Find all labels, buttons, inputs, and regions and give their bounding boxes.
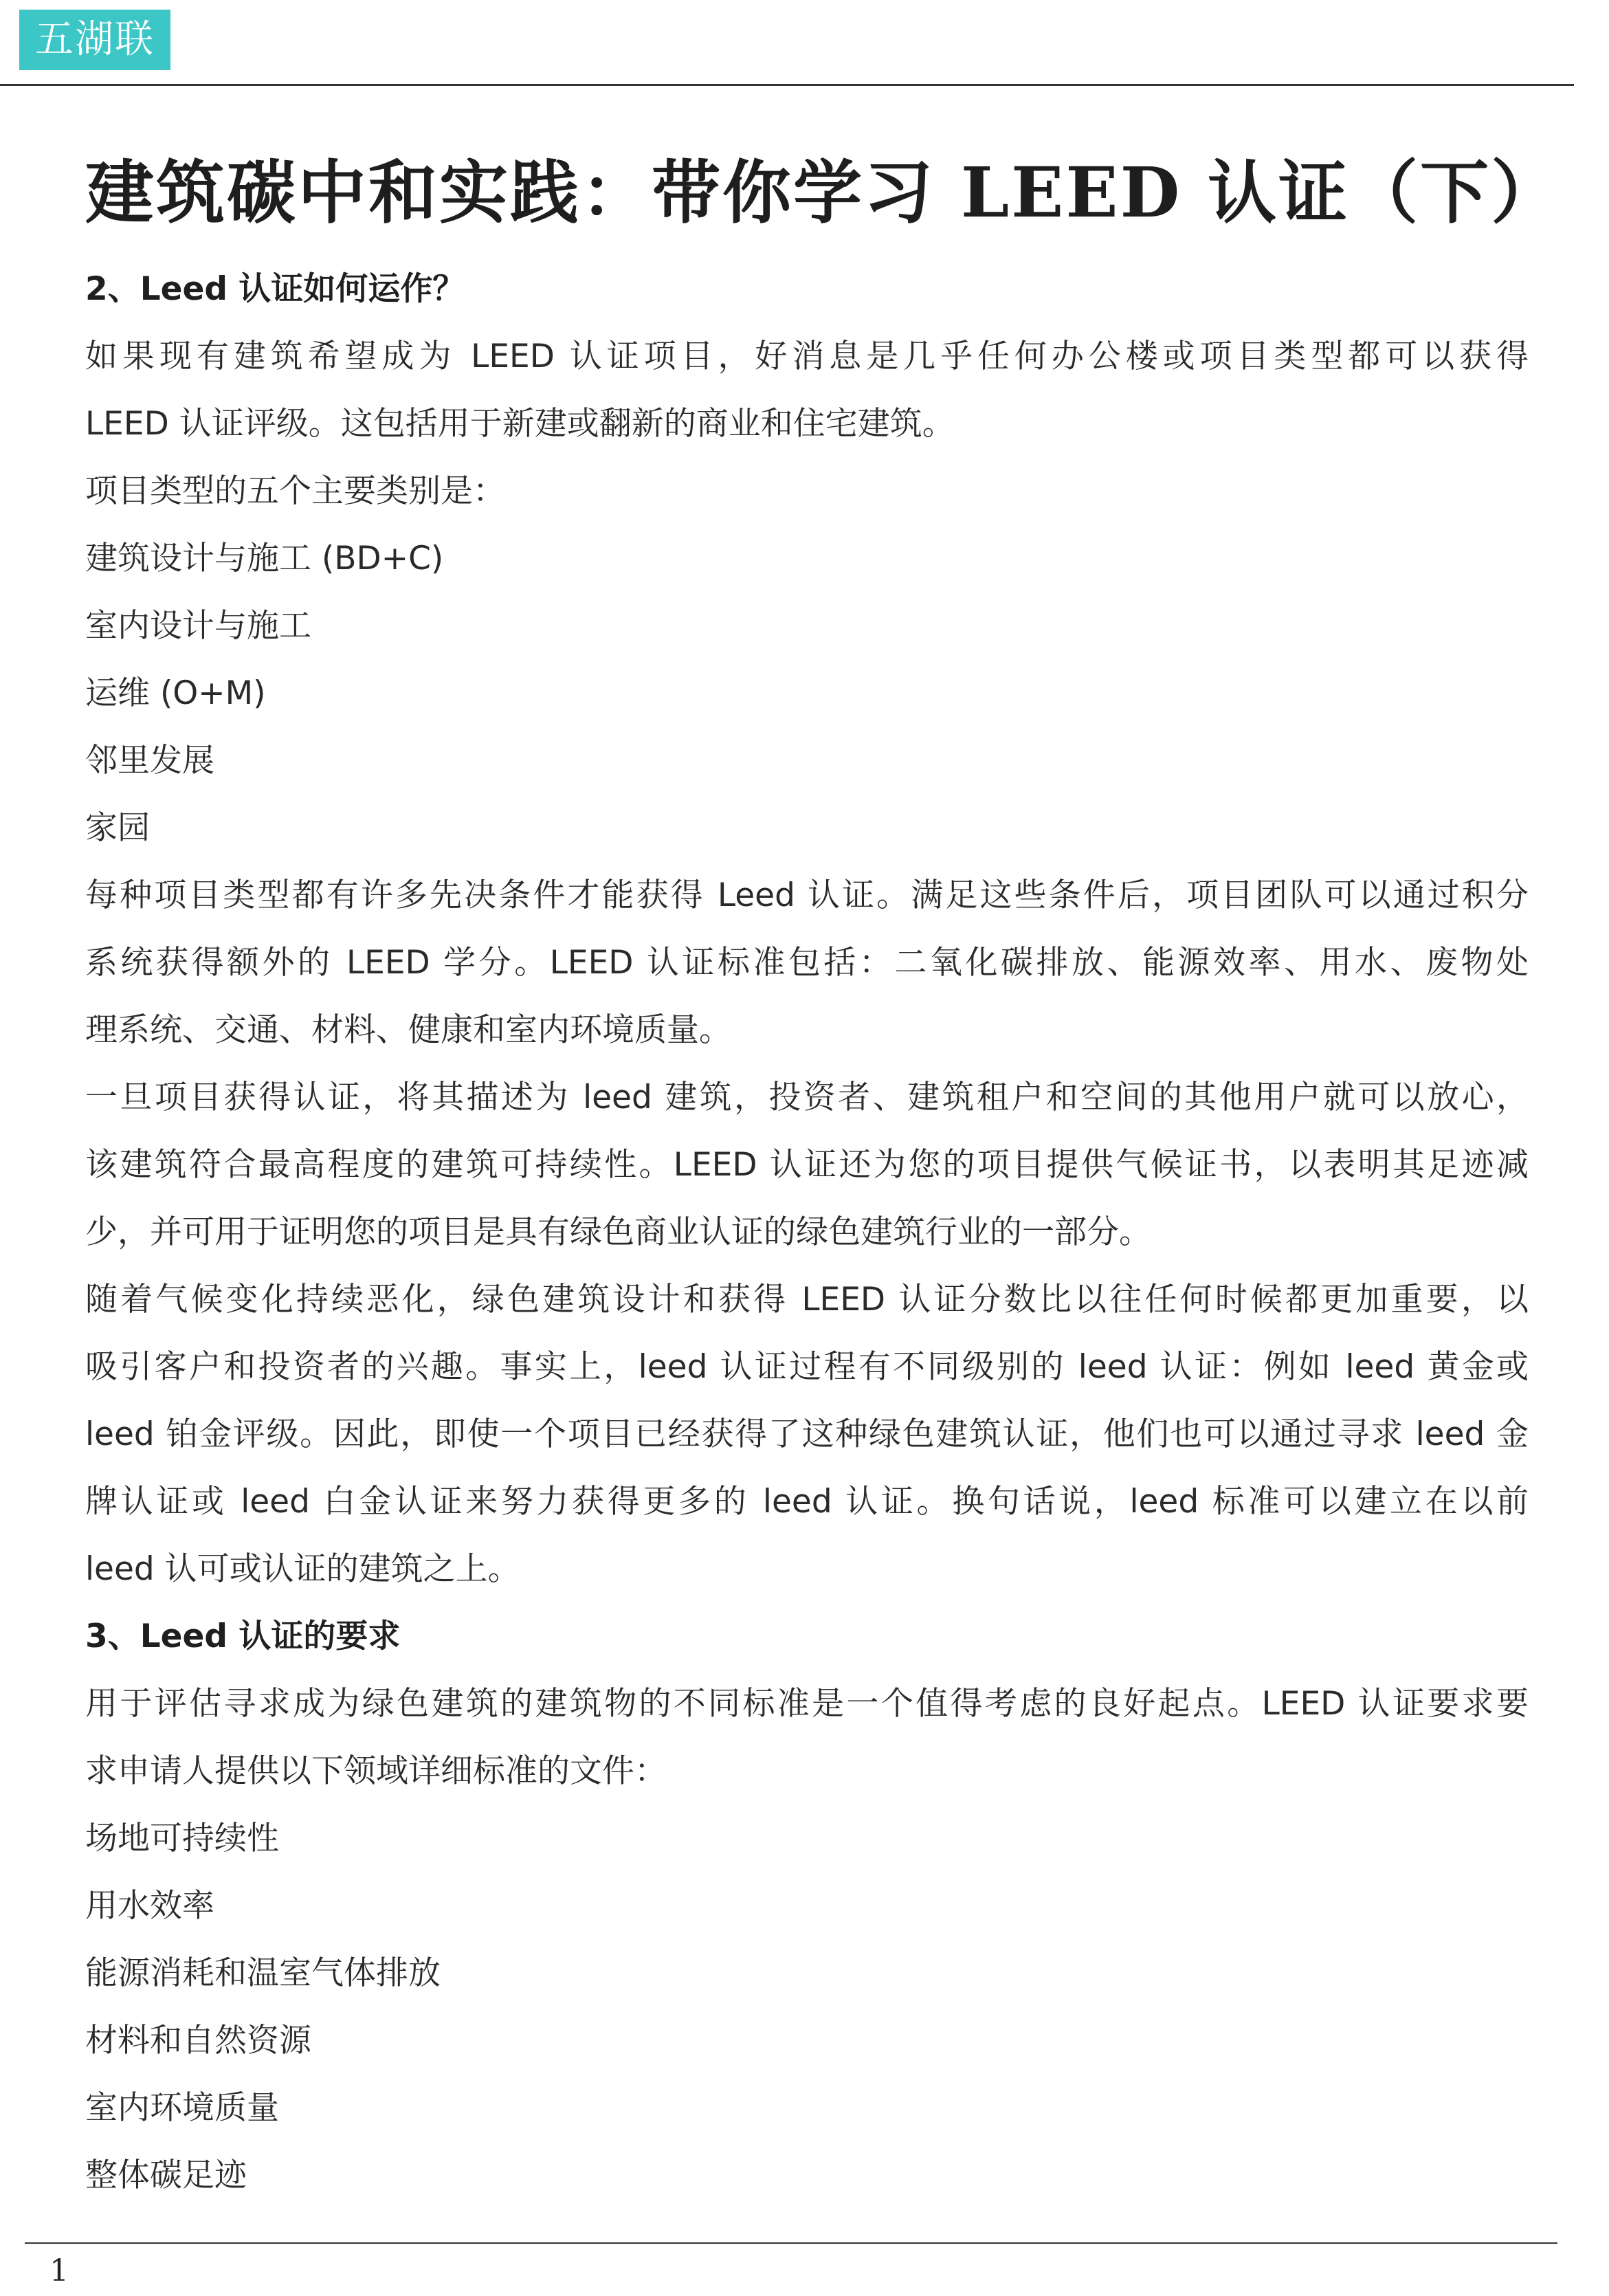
paragraph-line: leed 认可或认证的建筑之上。 xyxy=(85,1550,520,1588)
list-item: 室内环境质量 xyxy=(85,2089,279,2127)
paragraph-line: 该建筑符合最高程度的建筑可持续性。LEED 认证还为您的项目提供气候证书，以表明其足迹减 xyxy=(85,1146,1529,1184)
paragraph-line: 项目类型的五个主要类别是： xyxy=(85,472,505,510)
list-item: 家园 xyxy=(85,809,150,847)
list-item: 场地可持续性 xyxy=(85,1820,279,1857)
footer-divider xyxy=(25,2242,1557,2244)
paragraph-line: 每种项目类型都有许多先决条件才能获得 Leed 认证。满足这些条件后，项目团队可以通过积分 xyxy=(85,876,1529,914)
paragraph-line: 理系统、交通、材料、健康和室内环境质量。 xyxy=(85,1011,731,1049)
list-item: 能源消耗和温室气体排放 xyxy=(85,1954,441,1992)
paragraph-line: leed 铂金评级。因此，即使一个项目已经获得了这种绿色建筑认证，他们也可以通过寻求 leed 金 xyxy=(85,1415,1529,1453)
list-item: 建筑设计与施工 (BD+C) xyxy=(85,540,444,577)
page-number: 1 xyxy=(49,2253,69,2288)
paragraph-line: 少，并可用于证明您的项目是具有绿色商业认证的绿色建筑行业的一部分。 xyxy=(85,1213,1151,1251)
paragraph-line: 系统获得额外的 LEED 学分。LEED 认证标准包括：二氧化碳排放、能源效率、用水、废物处 xyxy=(85,944,1529,982)
section-heading-how-it-works: 2、Leed 认证如何运作？ xyxy=(85,270,465,308)
list-item: 材料和自然资源 xyxy=(85,2022,311,2060)
brand-logo-badge: 五湖联 xyxy=(19,10,170,70)
paragraph-line: 如果现有建筑希望成为 LEED 认证项目，好消息是几乎任何办公楼或项目类型都可以获得 xyxy=(85,338,1529,375)
paragraph-line: LEED 认证评级。这包括用于新建或翻新的商业和住宅建筑。 xyxy=(85,405,955,443)
header-divider xyxy=(0,84,1574,86)
paragraph-line: 随着气候变化持续恶化，绿色建筑设计和获得 LEED 认证分数比以往任何时候都更加重要，以 xyxy=(85,1281,1529,1318)
document-body xyxy=(85,256,1529,2209)
list-item: 整体碳足迹 xyxy=(85,2156,247,2194)
document-title: 建筑碳中和实践：带你学习 LEED 认证（下） xyxy=(85,152,1562,233)
list-item: 室内设计与施工 xyxy=(85,607,311,645)
paragraph-line: 求申请人提供以下领域详细标准的文件： xyxy=(85,1752,667,1790)
list-item: 运维 (O+M) xyxy=(85,674,266,712)
paragraph-line: 吸引客户和投资者的兴趣。事实上，leed 认证过程有不同级别的 leed 认证：例如 leed 黄金或 xyxy=(85,1348,1529,1386)
section-heading-requirements: 3、Leed 认证的要求 xyxy=(85,1618,401,1655)
list-item: 用水效率 xyxy=(85,1887,214,1925)
paragraph-line: 用于评估寻求成为绿色建筑的建筑物的不同标准是一个值得考虑的良好起点。LEED 认证要求要 xyxy=(85,1685,1529,1723)
paragraph-line: 牌认证或 leed 白金认证来努力获得更多的 leed 认证。换句话说，leed 标准可以建立在以前 xyxy=(85,1483,1529,1521)
list-item: 邻里发展 xyxy=(85,742,214,780)
paragraph-line: 一旦项目获得认证，将其描述为 leed 建筑，投资者、建筑租户和空间的其他用户就可以放心， xyxy=(85,1079,1529,1116)
